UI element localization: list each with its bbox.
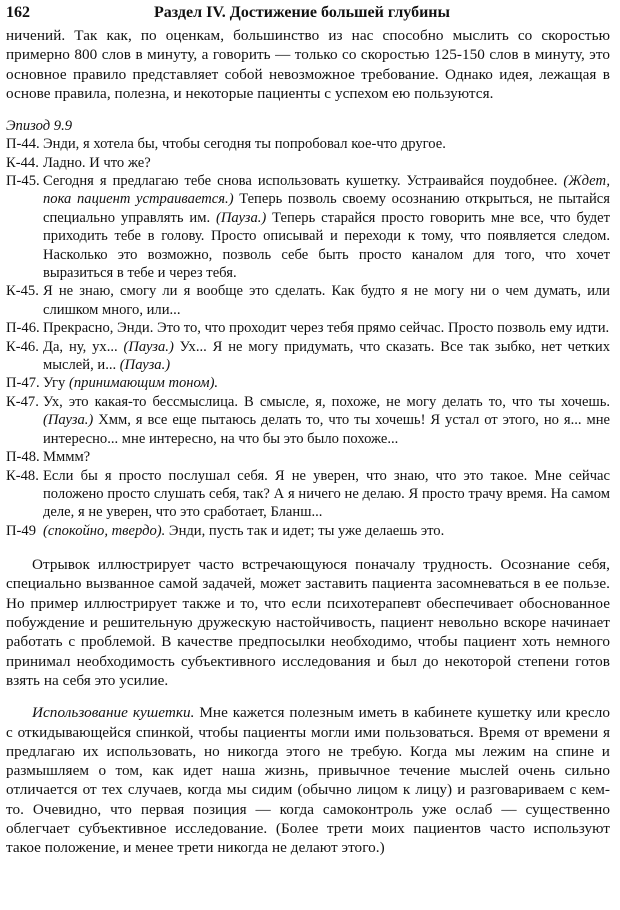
utterance [43, 172, 610, 282]
dialog-turn [6, 338, 610, 375]
section-title: Раздел IV. Достижение большей глубины [154, 4, 451, 21]
utterance-text: Если бы я просто послушал себя. Я не уверен, что знаю, что это такое. Мне сейчас положено просто слушать себя, так? А я ничего не делаю. Я просто трачу время. На самом деле, я не уверен, что это сработает, Бланш... [43, 467, 610, 521]
utterance [43, 393, 610, 448]
speaker-label: П-44. [6, 136, 40, 153]
speaker-label: П-48. [6, 449, 40, 466]
utterance-text: Ух, это какая-то бессмыслица. В смысле, я, похоже, не могу делать то, что ты хочешь. [43, 393, 610, 410]
utterance-text: Сегодня я предлагаю тебе снова использовать кушетку. Устраивайся поудобнее. [43, 173, 564, 189]
speaker-label: П-47. [6, 375, 40, 392]
dialog-turn [6, 522, 610, 540]
dialog-turn [6, 282, 610, 319]
utterance-text: Да, ну, ух... [43, 338, 124, 355]
stage-direction: (Ждет, пока пациент устраивается.) [43, 173, 610, 208]
subsection-lead: Использование кушетки. [32, 704, 195, 722]
utterance-text: Угу [43, 375, 69, 392]
utterance [43, 338, 610, 375]
stage-direction: (Пауза.) [215, 209, 267, 226]
speaker-label: К-48. [6, 467, 39, 484]
speaker-label: П-45. [6, 173, 40, 189]
dialog-turn [6, 393, 610, 448]
stage-direction: (Пауза.) [43, 412, 94, 429]
book-page [6, 0, 610, 858]
stage-direction: (Пауза.) [123, 338, 174, 355]
utterance [43, 448, 610, 466]
subsection-text: Мне кажется полезным иметь в кабинете кушетку или кресло с откидывающейся спинкой, чтобы пациенты могли ими пользоваться. Время от времени я предлагаю их использовать, но никогда этого не требую. Когда мы лежим на спине и размышляем о том, как идет наша жизнь, привычное течение мыслей очень сильно отличается от тех случаев, когда мы сидим (обычно лицом к лицу) и разговариваем с кем-то. Очевидно, что первая позиция — когда самоконтроль уже ослаб — существенно облегчает субъективное исследование. (Более трети моих пациентов часто используют такое положение, и менее трети никогда не делают этого.) [6, 704, 610, 857]
utterance-text: Ладно. И что же? [43, 154, 151, 171]
dialog-transcript [6, 135, 610, 540]
page-number: 162 [6, 4, 30, 21]
intro-paragraph: ничений. Так как, по оценкам, большинство из нас способно мыслить со скоростью примерно 800 слов в минуту, а говорить — только со скоростью 125-150 слов в минуту, это основное правило представляет собой невозможное требование. Однако идея, лежащая в основе правила, полезна, и некоторые пациенты с успехом ею пользуются. [6, 27, 610, 102]
dialog-turn [6, 154, 610, 172]
utterance [43, 135, 610, 153]
utterance-text: Прекрасно, Энди. Это то, что проходит через тебя прямо сейчас. Просто позволь ему идти. [43, 320, 610, 337]
speaker-label: П-46. [6, 320, 40, 337]
speaker-label: К-44. [6, 154, 39, 171]
utterance [43, 522, 610, 540]
utterance [43, 467, 610, 522]
stage-direction: (Пауза.) [119, 357, 171, 374]
stage-direction: (спокойно, твердо). [43, 522, 166, 539]
stage-direction: (принимающим тоном). [68, 375, 219, 392]
speaker-label: П-49 [6, 522, 36, 539]
dialog-turn [6, 374, 610, 392]
dialog-turn [6, 467, 610, 522]
utterance [43, 154, 610, 172]
utterance-text: Хмм, я все еще пытаюсь делать то, что ты хочешь! Я устал от этого, но я... мне интересно... мне интересно, на что бы это было похоже... [43, 412, 610, 447]
speaker-label: К-47. [6, 393, 39, 410]
utterance-text: Энди, я хотела бы, чтобы сегодня ты попробовал кое-что другое. [43, 136, 446, 153]
running-header [6, 2, 610, 26]
utterance [43, 282, 610, 319]
utterance-text: Энди, пусть так и идет; ты уже делаешь это. [165, 522, 445, 539]
dialog-turn [6, 448, 610, 466]
speaker-label: К-46. [6, 338, 39, 355]
body-paragraph-2 [6, 703, 610, 857]
utterance [43, 374, 610, 392]
utterance [43, 319, 610, 337]
dialog-turn [6, 172, 610, 282]
speaker-label: К-45. [6, 283, 39, 300]
utterance-text: Теперь старайся просто говорить мне все, что будет приходить тебе в голову. Просто описывай и переходи к тому, что появляется следом. Насколько это возможно, позволь себе быть просто каналом для того, что хочет выразиться в тебе и через тебя. [43, 209, 610, 282]
body-paragraph-1: Отрывок иллюстрирует часто встречающуюся поначалу трудность. Осознание себя, специально вызванное самой задачей, может заставить пациента засомневаться в ее пользе. Но пример иллюстрирует также и то, что если психотерапевт обеспечивает обоснованное побуждение и решительную дружескую настойчивость, пациент невольно вскоре начинает работать с проблемой. В качестве предпосылки необходимо, чтобы пациент хоть немного принимал необходимость субъективного исследования и был до некоторой степени готов взять на себя это усилие. [6, 556, 610, 689]
episode-title: Эпизод 9.9 [6, 118, 73, 135]
dialog-turn [6, 319, 610, 337]
utterance-text: Мммм? [43, 449, 91, 466]
utterance-text: Ух... Я не могу придумать, что сказать. Все так зыбко, нет четких мыслей, и... [43, 338, 611, 374]
utterance-text: Я не знаю, смогу ли я вообще это сделать. Как будто я не могу ни о чем думать, или слишком много, или... [43, 283, 610, 318]
dialog-turn [6, 135, 610, 153]
utterance-text: Теперь позволь своему осознанию открыться, не пытайся специально управлять им. [43, 191, 610, 226]
